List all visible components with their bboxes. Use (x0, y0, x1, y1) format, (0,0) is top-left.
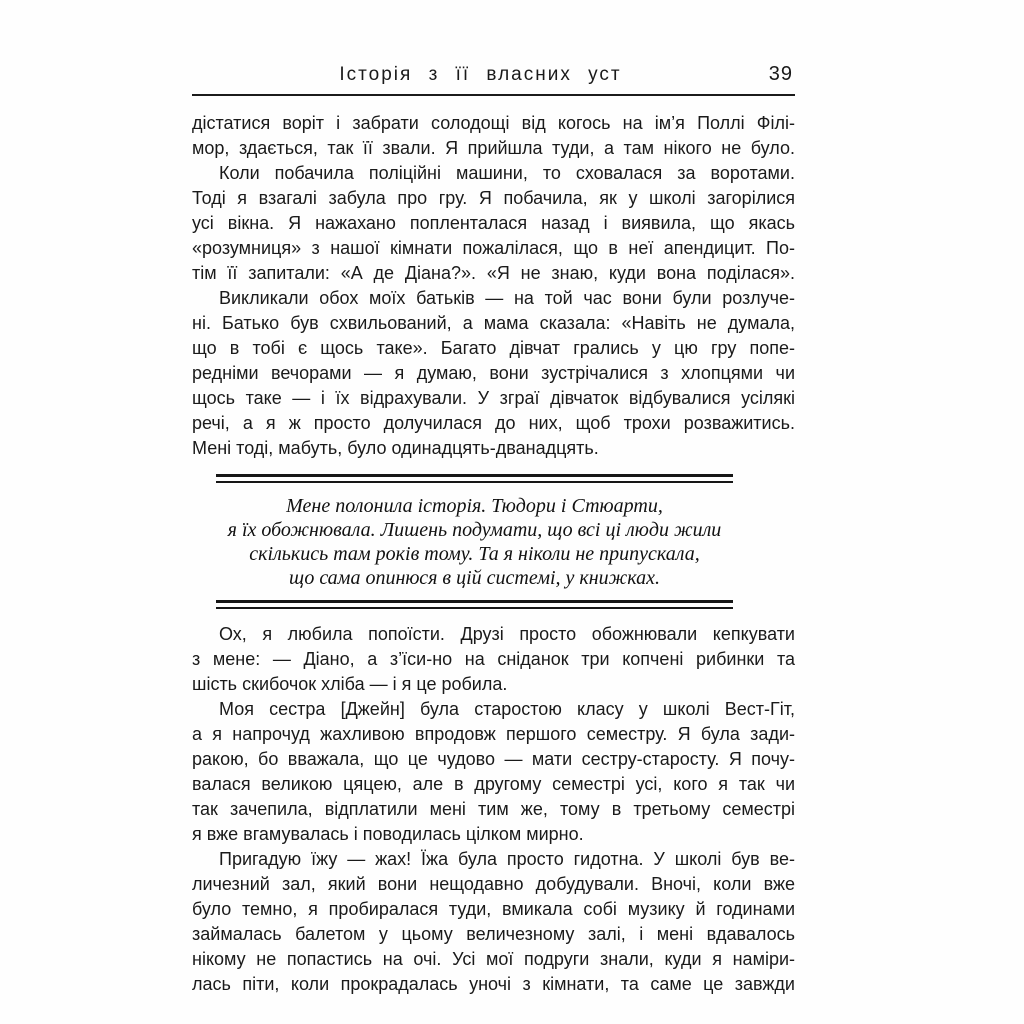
text-line: було темно, я пробиралася туди, вмикала собі музику й годинами (192, 899, 795, 919)
text-line: лась піти, коли прокрадалась уночі з кімнати, та саме це завжди (192, 974, 795, 994)
quote-rule-top (216, 474, 733, 483)
paragraph (192, 161, 795, 286)
text-line: я вже вгамувалась і поводилась цілком мирно. (192, 824, 584, 844)
text-line: Пригадую їжу — жах! Їжа була просто гидотна. У школі був ве- (219, 849, 795, 869)
text-line: шість скибочок хліба — і я це робила. (192, 674, 508, 694)
text-line: щось таке — і їх відрахували. У зграї дівчаток відбувалися усілякі (192, 388, 795, 408)
text-line: Ох, я любила попоїсти. Друзі просто обожнювали кепкувати (219, 624, 795, 644)
text-line: Тоді я взагалі забула про гру. Я побачила, як у школі загорілися (192, 188, 795, 208)
text-line: мор, здається, так її звали. Я прийшла туди, а там нікого не було. (192, 138, 795, 158)
text-line: нікому не попастись на очі. Усі мої подруги знали, куди я наміри- (192, 949, 795, 969)
chapter-title: Історія з її власних уст (339, 64, 622, 85)
text-line: Коли побачила поліційні машини, то сховалася за воротами. (219, 163, 795, 183)
text-line: ракою, бо вважала, що це чудово — мати сестру-старосту. Я почу- (192, 749, 795, 769)
text-line: усі вікна. Я нажахано попленталася назад і виявила, що якась (192, 213, 795, 233)
paragraph (192, 847, 795, 997)
text-line: тім її запитали: «А де Діана?». «Я не знаю, куди вона поділася». (192, 263, 795, 283)
text-line: редніми вечорами — я думаю, вони зустрічалися з хлопцями чи (192, 363, 795, 383)
quote-line: скількись там років тому. Та я ніколи не припускала, (249, 543, 700, 565)
text-line: «розумниця» з нашої кімнати пожалілася, що в неї апендицит. По- (192, 238, 795, 258)
pull-quote (216, 474, 733, 609)
text-line: так зачепила, відплатили мені тим же, тому в третьому семестрі (192, 799, 795, 819)
quote-line: що сама опинюся в цій системі, у книжках. (288, 567, 661, 589)
quote-rule-bottom (216, 600, 733, 609)
text-line: займалась балетом у цьому величезному залі, і мені вдавалось (192, 924, 795, 944)
paragraph (192, 111, 795, 161)
text-line: валася великою цяцею, але в другому семестрі усі, кого я так чи (192, 774, 795, 794)
text-line: личезний зал, який вони нещодавно добудували. Вночі, коли вже (192, 874, 795, 894)
text-line: ні. Батько був схвильований, а мама сказала: «Навіть не думала, (192, 313, 795, 333)
text-line: що в тобі є щось таке». Багато дівчат грались у цю гру попе- (192, 338, 795, 358)
quote-line: Мене полонила історія. Тюдори і Стюарти, (286, 495, 663, 517)
text-line: Мені тоді, мабуть, було одинадцять-дванадцять. (192, 438, 599, 458)
text-line: Моя сестра [Джейн] була старостою класу у школі Вест-Гіт, (219, 699, 795, 719)
paragraph (192, 622, 795, 697)
text-line: а я напрочуд жахливою впродовж першого семестру. Я була зади- (192, 724, 795, 744)
paragraph (192, 697, 795, 847)
header-rule (192, 94, 795, 96)
body-text (192, 111, 795, 997)
page-number: 39 (768, 63, 793, 85)
quote-line: я їх обожнювала. Лишень подумати, що всі ці люди жили (227, 519, 722, 541)
running-head (192, 64, 795, 94)
text-line: дістатися воріт і забрати солодощі від когось на ім’я Поллі Філі- (192, 113, 795, 133)
text-line: речі, а я ж просто долучилася до них, щоб трохи розважитись. (192, 413, 795, 433)
quote-text (216, 483, 733, 600)
text-line: з мене: — Діано, а з’їси-но на сніданок три копчені рибинки та (192, 649, 795, 669)
text-column (192, 64, 795, 997)
text-line: Викликали обох моїх батьків — на той час вони були розлуче- (219, 288, 795, 308)
paragraph (192, 286, 795, 461)
